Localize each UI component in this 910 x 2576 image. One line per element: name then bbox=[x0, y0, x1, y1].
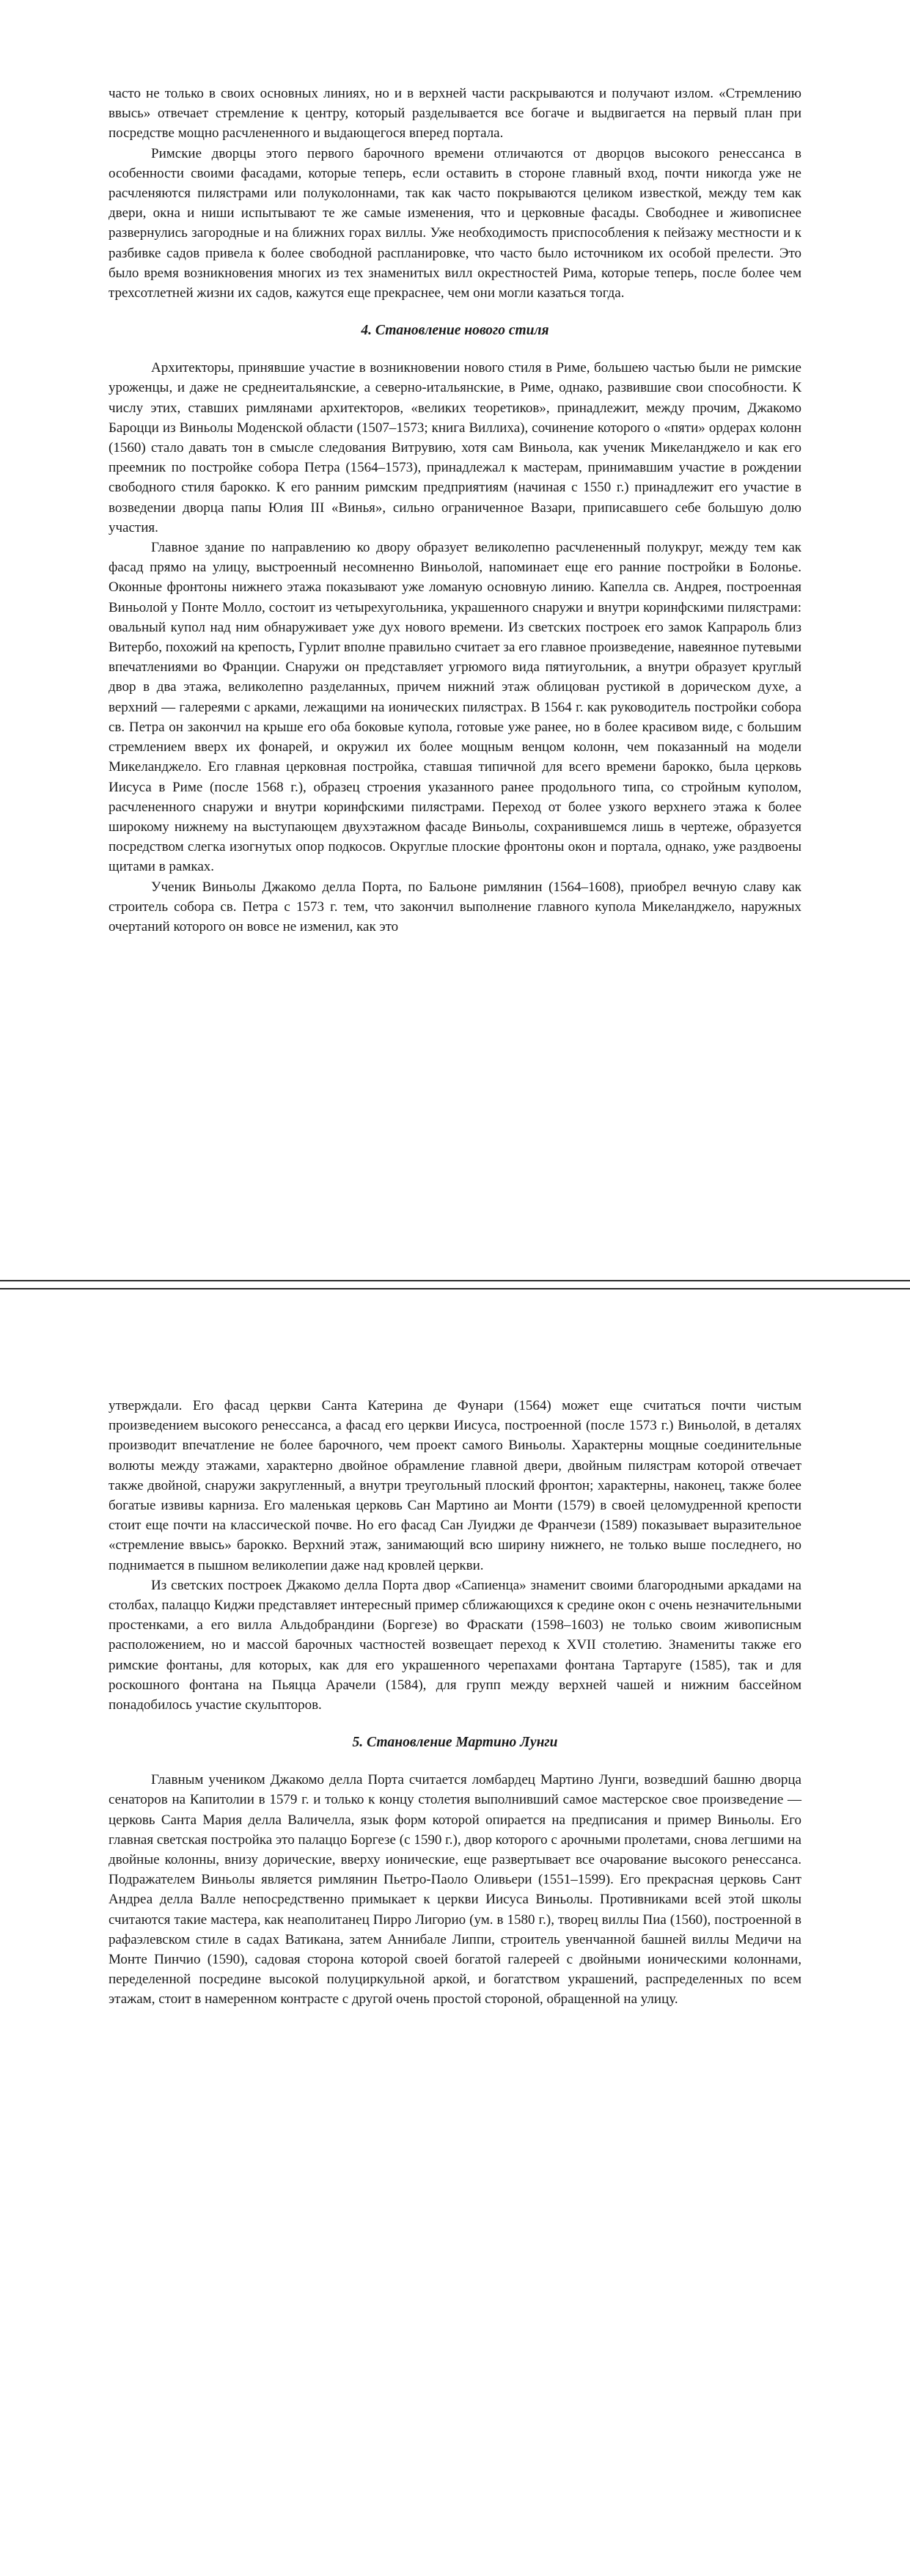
section-heading: 5. Становление Мартино Лунги bbox=[352, 1735, 558, 1751]
page-1-text-column bbox=[109, 84, 801, 937]
page-1 bbox=[0, 0, 910, 1280]
paragraph: Ученик Виньолы Джакомо делла Порта, по Бальоне римлянин (1564–1608), приобрел вечную славу как строитель собора св. Петра с 1573 г. тем, что закончил выполнение главного купола Микеланджело, наружных очертаний которого он вовсе не изменил, как это bbox=[109, 879, 801, 934]
paragraph: Из светских построек Джакомо делла Порта двор «Сапиенца» знаменит своими благородными аркадами на столбах, палаццо Киджи представляет интересный пример сближающихся к средине окон с очень незначительными простенками, а его вилла Альдобрандини (Боргезе) во Фраскати (1598–1603) не только своим живописным расположением, но и массой барочных частностей возвещает переход к XVII столетию. Знамениты также его римские фонтаны, для которых, как для его украшенного черепахами фонтана Тартаруге (1585), так и для роскошного фонтана на Пьяцца Арачели (1584), для групп между верхней чашей и нижним бассейном понадобилось участие скульпторов. bbox=[109, 1577, 801, 1713]
paragraph: Главным учеником Джакомо делла Порта считается ломбардец Мартино Лунги, возведший башню дворца сенаторов на Капитолии в 1579 г. и только к концу столетия выполнивший самое мастерское свое произведение — церковь Санта Мария делла Валичелла, язык форм которой опирается на предписания и пример Виньолы. Его главная светская постройка это палаццо Боргезе (с 1590 г.), двор которого с арочными пролетами, снова легшими на двойные колонны, внизу дорические, вверху ионические, еще развертывает все очарование высокого ренессанса. Подражателем Виньолы является римлянин Пьетро-Паоло Оливьери (1551–1599). Его прекрасная церковь Сант Андреа делла Валле непосредственно примыкает к церкви Иисуса Виньолы. Противниками всей этой школы считаются такие мастера, как неаполитанец Пирро Лигорио (ум. в 1580 г.), творец виллы Пиа (1560), построенной в рафаэлевском стиле в садах Ватикана, затем Аннибале Липпи, строитель увенчанной башней виллы Медичи на Монте Пинчио (1590), садовая сторона которой своей богатой галереей с двойными ионическими колоннами, переделенной посредине высокой полуциркульной аркой, и богатством украшений, распределенных по всем этажам, стоит в намеренном контрасте с другой очень простой стороной, обращенной на улицу. bbox=[109, 1772, 801, 2008]
page-separator bbox=[0, 1280, 910, 1289]
paragraph-continuation: часто не только в своих основных линиях, но и в верхней части раскрываются и получают излом. «Стремлению ввысь» отвечает стремление к центру, который разделывается все богаче и выдвигается на первый план при посредстве мощно расчлененного и выдающегося вперед портала. bbox=[109, 86, 801, 142]
paragraph: Римские дворцы этого первого барочного времени отличаются от дворцов высокого ренессанса в особенности своими фасадами, которые теперь, если оставить в стороне главный вход, почти никогда уже не расчленяются пилястрами или полуколоннами, так как часто покрываются целиком известкой, между тем как двери, окна и ниши испытывают те же самые изменения, что и церковные фасады. Свободнее и живописнее развернулись загородные и на ближних горах виллы. Уже необходимость приспособления к пейзажу местности и к разбивке садов привела к более свободной распланировке, что часто было источником их особой прелести. Это было время возникновения многих из тех знаменитых вилл окрестностей Рима, которые теперь, после более чем трехсотлетней жизни их садов, кажутся еще прекраснее, чем они могли казаться тогда. bbox=[109, 145, 801, 301]
paragraph: Главное здание по направлению ко двору образует великолепно расчлененный полукруг, между тем как фасад прямо на улицу, выстроенный несомненно Виньолой, напоминает еще его ранние постройки в Болонье. Оконные фронтоны нижнего этажа показывают уже ломаную основную линию. Капелла св. Андрея, построенная Виньолой у Понте Молло, состоит из четырехугольника, украшенного снаружи и внутри коринфскими пилястрами: овальный купол над ним обнаруживает уже дух нового времени. Из светских построек его замок Капрароль близ Витербо, похожий на крепость, Гурлит вполне правильно считает за его главное произведение, навеянное путевыми впечатлениями во Франции. Снаружи он представляет угрюмого вида пятиугольник, а внутри образует круглый двор в два этажа, великолепно разделанных, причем нижний этаж облицован рустикой в дорическом духе, а верхний — галереями с арками, лежащими на ионических пилястрах. В 1564 г. как руководитель постройки собора св. Петра он закончил на крыше его оба боковые купола, готовые уже ранее, но в более красивом виде, с большим стремлением вверх их фонарей, и окружил их более мощным венцом колонн, чем показанный на модели Микеланджело. Его главная церковная постройка, ставшая типичной для всего времени барокко, была церковь Иисуса в Риме (после 1568 г.), образец строения указанного ранее продольного типа, со стройным куполом, расчлененного снаружи и внутри коринфскими пилястрами. Переход от более узкого верхнего этажа к более широкому нижнему на выступающем двухэтажном фасаде Виньолы, сохранившемся лишь в чертеже, образуется посредством слегка изогнутых опор подкосов. Округлые плоские фронтоны окон и портала, однако, уже раздвоены щитами в рамках. bbox=[109, 540, 801, 875]
page-2-text-column bbox=[109, 1396, 801, 2010]
section-heading: 4. Становление нового стиля bbox=[361, 323, 549, 339]
paragraph-continuation: утверждали. Его фасад церкви Санта Катерина де Фунари (1564) может еще считаться почти чистым произведением высокого ренессанса, а фасад его церкви Иисуса, построенной (после 1573 г.) Виньолой, в деталях производит впечатление не более барочного, чем проект самого Виньолы. Характерны мощные соединительные волюты между этажами, характерно двойное обрамление главной двери, двойным пилястрам которой отвечает также двойной, снаружи закругленный, а внутри треугольный плоский фронтон; характерны, наконец, также более богатые извивы карниза. Его маленькая церковь Сан Мартино аи Монти (1579) в своей целомудренной крепости стоит еще почти на классической почве. Но его фасад Сан Луиджи де Франчези (1589) показывает выразительное «стремление ввысь» барокко. Верхний этаж, занимающий всю ширину нижнего, не только выше последнего, но поднимается в пышном великолепии даже над кровлей церкви. bbox=[109, 1398, 801, 1573]
paragraph: Архитекторы, принявшие участие в возникновении нового стиля в Риме, большею частью были не римские уроженцы, и даже не среднеитальянские, а северно-итальянские, в Риме, однако, развившие свои способности. К числу этих, ставших римлянами архитекторов, «великих теоретиков», принадлежит, между прочим, Джакомо Бароцци из Виньолы Моденской области (1507–1573; книга Виллиха), сочинение которого о «пяти» ордерах колонн (1560) стало давать тон в смысле следования Витрувию, хотя сам Виньола, как ученик Микеланджело и как его преемник по постройке собора Петра (1564–1573), принадлежал к мастерам, принимавшим участие в рождении свободного стиля барокко. К его ранним римским предприятиям (начиная с 1550 г.) принадлежит его участие в возведении дворца папы Юлия III «Винья», сильно ограниченное Вазари, приписавшего себе большую долю участия. bbox=[109, 360, 801, 535]
page-2 bbox=[0, 1289, 910, 2576]
